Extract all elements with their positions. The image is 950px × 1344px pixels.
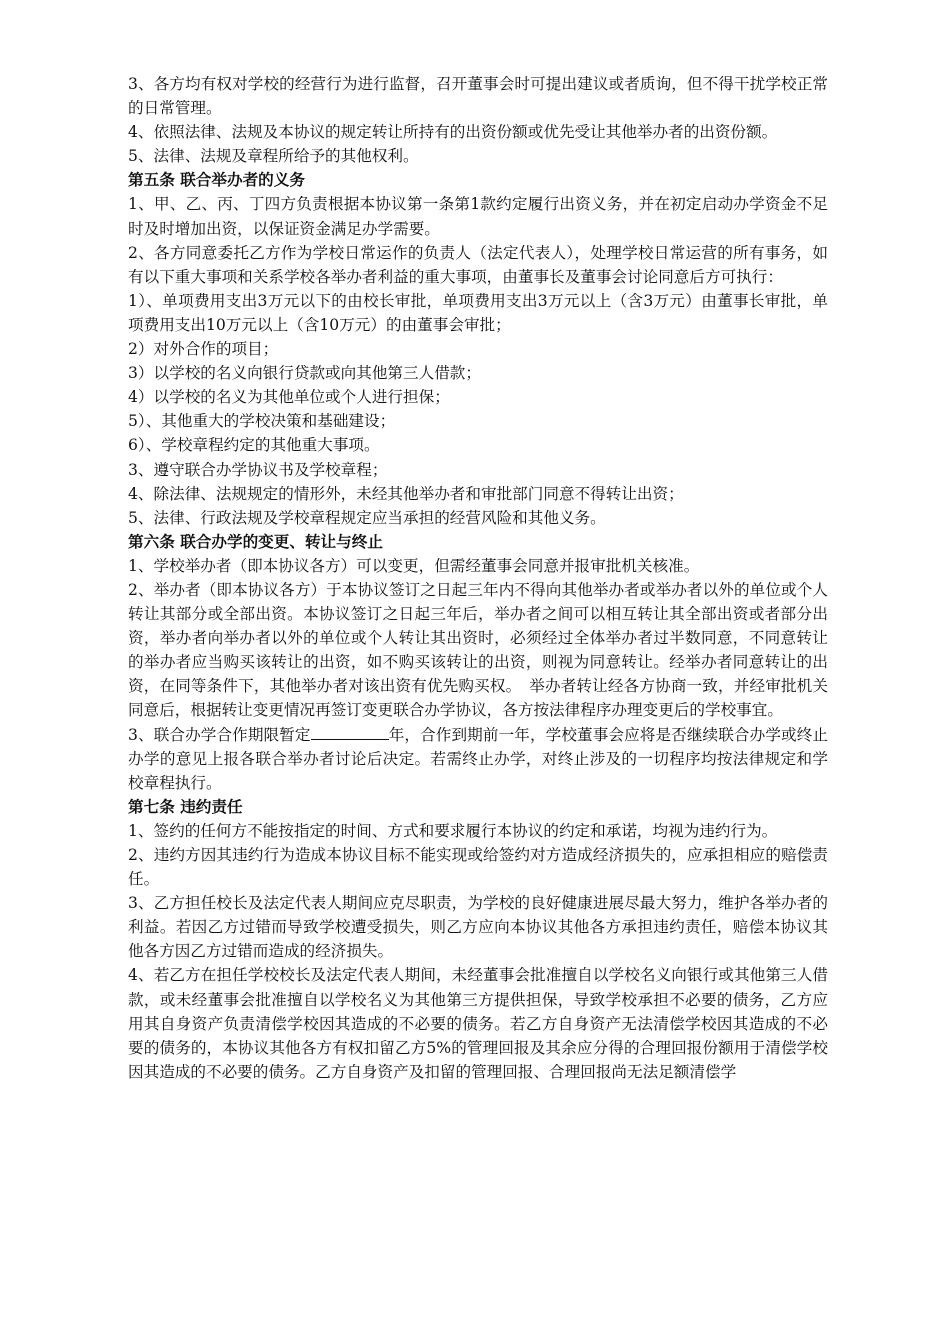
paragraph: 2、违约方因其违约行为造成本协议目标不能实现或给签约对方造成经济损失的，应承担相应的赔偿责任。 [128, 846, 828, 889]
article-heading: 第七条 违约责任 [128, 797, 243, 816]
paragraph: 3、乙方担任校长及法定代表人期间应克尽职责，为学校的良好健康进展尽最大努力，维护各举办者的利益。若因乙方过错而导致学校遭受损失，则乙方应向本协议其他各方承担违约责任，赔偿本协议其他各方因乙方过错而造成的经济损失。 [128, 894, 828, 961]
term-text-before: 3、联合办学合作期限暂定 [128, 725, 311, 744]
paragraph: 4）以学校的名义为其他单位或个人进行担保； [128, 388, 450, 407]
paragraph: 5）、其他重大的学校决策和基础建设； [128, 412, 396, 431]
paragraph: 1、学校举办者（即本协议各方）可以变更，但需经董事会同意并报审批机关核准。 [128, 556, 700, 575]
paragraph: 4、依照法律、法规及本协议的规定转让所持有的出资份额或优先受让其他举办者的出资份额。 [128, 123, 778, 142]
paragraph: 2、各方同意委托乙方作为学校日常运作的负责人（法定代表人），处理学校日常运营的所有事务，如有以下重大事项和关系学校各举办者利益的重大事项，由董事长及董事会讨论同意后方可执行： [128, 243, 828, 286]
paragraph: 1）、单项费用支出3万元以下的由校长审批，单项费用支出3万元以上（含3万元）由董事长审批，单项费用支出10万元以上（含10万元）的由董事会审批； [128, 291, 828, 334]
paragraph: 2、举办者（即本协议各方）于本协议签订之日起三年内不得向其他举办者或举办者以外的单位或个人转让其部分或全部出资。本协议签订之日起三年后，举办者之间可以相互转让其全部出资或者部分出资，举办者向举办者以外的单位或个人转让其出资时，必须经过全体举办者过半数同意，不同意转让的举办者应当购买该转让的出资，如不购买该转让的出资，则视为同意转让。经举办者同意转让的出资，在同等条件下，其他举办者对该出资有优先购买权。 举办者转让经各方协商一致，并经审批机关同意后，根据转让变更情况再签订变更联合办学协议，各方按法律程序办理变更后的学校事宜。 [128, 580, 828, 720]
paragraph: 4、若乙方在担任学校校长及法定代表人期间，未经董事会批准擅自以学校名义向银行或其他第三人借款，或未经董事会批准擅自以学校名义为其他第三方提供担保，导致学校承担不必要的债务，乙方应用其自身资产负责清偿学校因其造成的不必要的债务。若乙方自身资产无法清偿学校因其造成的不必要的债务的，本协议其他各方有权扣留乙方5%的管理回报及其余应分得的合理回报份额用于清偿学校因其造成的不必要的债务。乙方自身资产及扣留的管理回报、合理回报尚无法足额清偿学 [128, 966, 828, 1081]
paragraph: 4、除法律、法规规定的情形外，未经其他举办者和审批部门同意不得转让出资； [128, 484, 684, 503]
paragraph: 3）以学校的名义向银行贷款或向其他第三人借款； [128, 364, 481, 383]
blank-fill-line [311, 725, 389, 740]
article-heading: 第五条 联合举办者的义务 [128, 171, 305, 190]
term-text-after: 年，合作到期前一年，学校董事会应将是否继续联合办学或终止办学的意见上报各联合举办者讨论后决定。若需终止办学，对终止涉及的一切程序均按法律规定和学校章程执行。 [128, 725, 828, 792]
term-paragraph [128, 723, 828, 795]
article-heading: 第六条 联合办学的变更、转让与终止 [128, 532, 383, 551]
paragraph: 2）对外合作的项目； [128, 340, 279, 359]
paragraph: 5、法律、法规及章程所给予的其他权利。 [128, 147, 419, 166]
document-page [128, 72, 828, 1084]
paragraph: 1、甲、乙、丙、丁四方负责根据本协议第一条第1款约定履行出资义务，并在初定启动办学资金不足时及时增加出资，以保证资金满足办学需要。 [128, 195, 828, 238]
paragraph: 3、遵守联合办学协议书及学校章程； [128, 460, 388, 479]
paragraph: 1、签约的任何方不能按指定的时间、方式和要求履行本协议的约定和承诺，均视为违约行为。 [128, 821, 778, 840]
paragraph: 5、法律、行政法规及学校章程规定应当承担的经营风险和其他义务。 [128, 508, 606, 527]
paragraph: 6）、学校章程约定的其他重大事项。 [128, 436, 380, 455]
paragraph: 3、各方均有权对学校的经营行为进行监督，召开董事会时可提出建议或者质询，但不得干扰学校正常的日常管理。 [128, 75, 828, 118]
